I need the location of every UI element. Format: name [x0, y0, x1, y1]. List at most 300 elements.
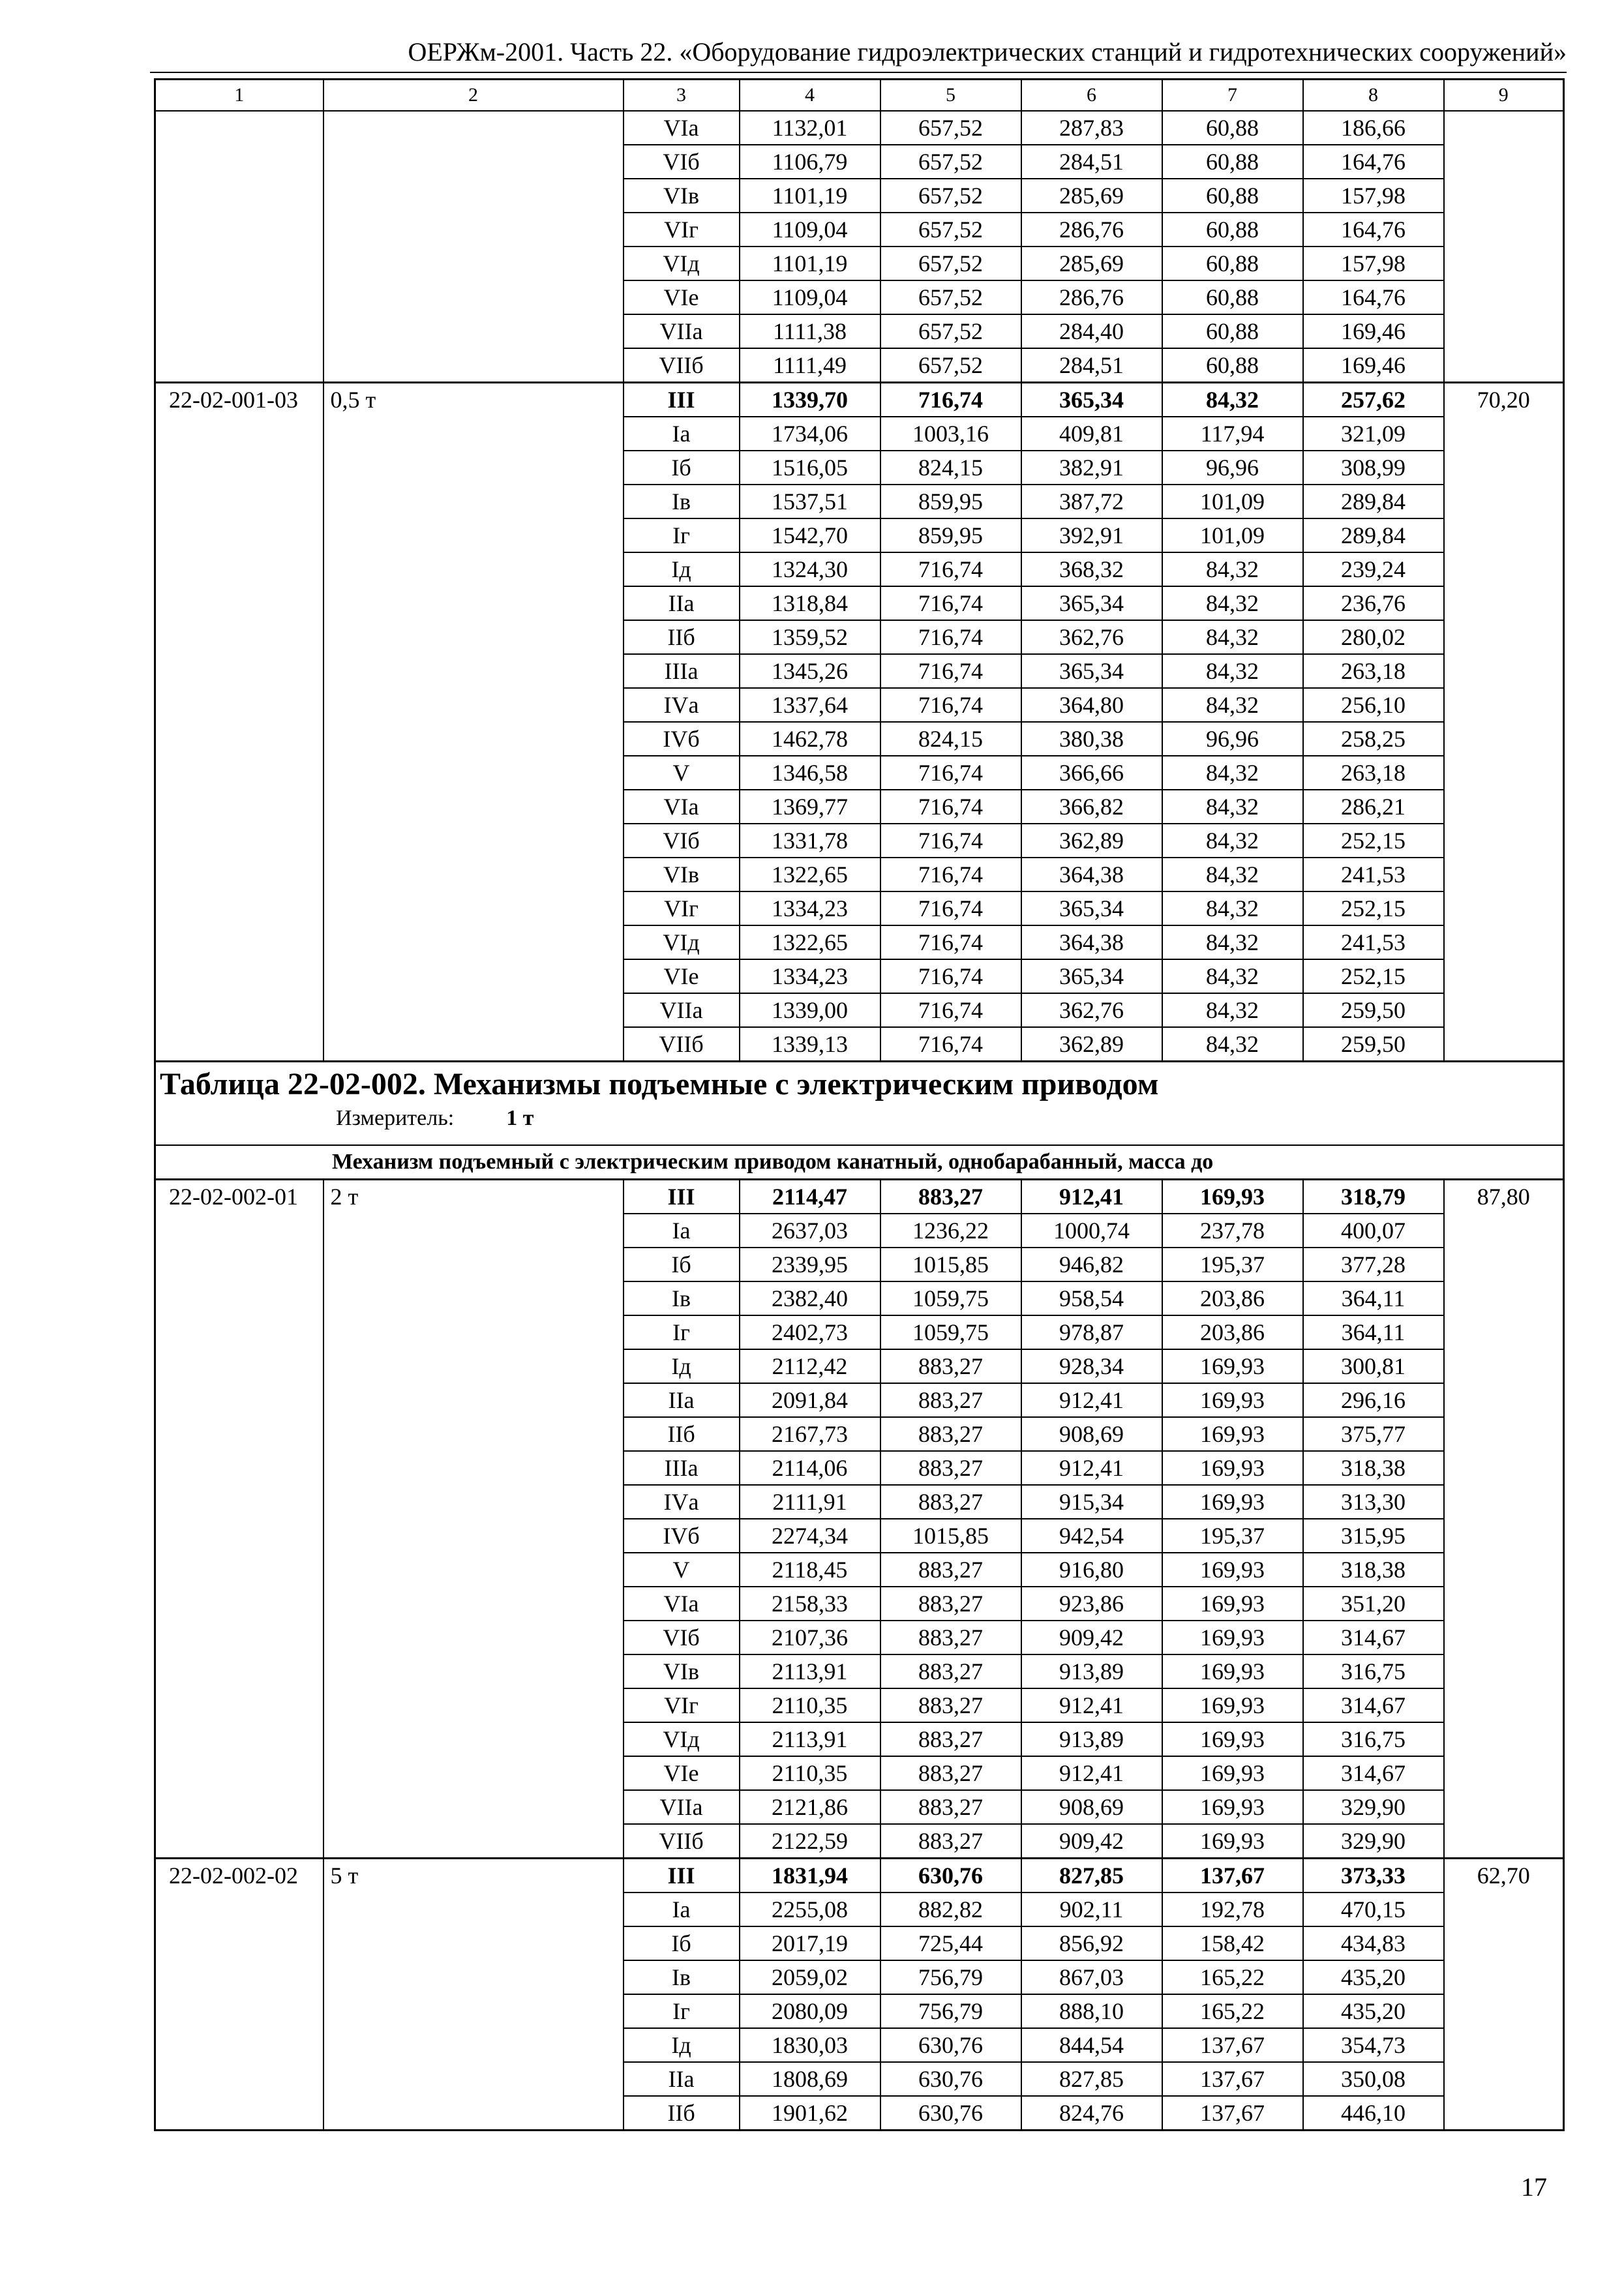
- value-cell: 913,89: [1021, 1722, 1162, 1756]
- value-cell: 923,86: [1021, 1587, 1162, 1621]
- value-cell: 2122,59: [740, 1824, 880, 1859]
- value-cell: 314,67: [1303, 1756, 1444, 1790]
- value-cell: 169,93: [1162, 1756, 1303, 1790]
- section-subtitle: Механизм подъемный с электрическим приводом канатный, однобарабанный, масса до: [155, 1145, 1564, 1180]
- zone-cell: VIа: [624, 111, 740, 145]
- value-cell: 169,93: [1162, 1553, 1303, 1587]
- zone-cell: V: [624, 756, 740, 790]
- zone-cell: Iа: [624, 417, 740, 451]
- value-cell: 239,24: [1303, 552, 1444, 586]
- value-cell: 285,69: [1021, 247, 1162, 280]
- value-cell: 2059,02: [740, 1960, 880, 1994]
- zone-cell: VIIа: [624, 993, 740, 1027]
- value-cell: 316,75: [1303, 1722, 1444, 1756]
- value-cell: 84,32: [1162, 925, 1303, 959]
- value-cell: 883,27: [880, 1654, 1021, 1688]
- value-cell: 657,52: [880, 280, 1021, 314]
- value-cell: 856,92: [1021, 1926, 1162, 1960]
- value-cell: 300,81: [1303, 1349, 1444, 1383]
- value-cell: 169,93: [1162, 1383, 1303, 1417]
- column-number: 3: [624, 80, 740, 112]
- value-cell: 203,86: [1162, 1315, 1303, 1349]
- value-cell: 252,15: [1303, 891, 1444, 925]
- value-cell: 60,88: [1162, 348, 1303, 383]
- value-cell: 165,22: [1162, 1960, 1303, 1994]
- column-number: 4: [740, 80, 880, 112]
- value-cell: 883,27: [880, 1383, 1021, 1417]
- value-cell: 630,76: [880, 2062, 1021, 2096]
- zone-cell: VIIа: [624, 314, 740, 348]
- value-cell: 364,80: [1021, 688, 1162, 722]
- name-cell: [323, 111, 624, 383]
- value-cell: 252,15: [1303, 959, 1444, 993]
- value-cell: 84,32: [1162, 552, 1303, 586]
- value-cell: 287,83: [1021, 111, 1162, 145]
- value-cell: 362,89: [1021, 1027, 1162, 1062]
- value-cell: 883,27: [880, 1756, 1021, 1790]
- value-cell: 630,76: [880, 2028, 1021, 2062]
- value-cell: 1331,78: [740, 824, 880, 858]
- value-cell: 362,89: [1021, 824, 1162, 858]
- value-cell: 368,32: [1021, 552, 1162, 586]
- value-cell: 1339,13: [740, 1027, 880, 1062]
- value-cell: 158,42: [1162, 1926, 1303, 1960]
- zone-cell: IIб: [624, 2096, 740, 2131]
- value-cell: 2113,91: [740, 1654, 880, 1688]
- value-cell: 824,15: [880, 451, 1021, 485]
- value-cell: 318,38: [1303, 1451, 1444, 1485]
- value-cell: 908,69: [1021, 1790, 1162, 1824]
- value-cell: 946,82: [1021, 1248, 1162, 1281]
- value-cell: 329,90: [1303, 1824, 1444, 1859]
- col9-cell: [1444, 111, 1564, 383]
- table-row: [155, 111, 1564, 145]
- zone-cell: Iб: [624, 451, 740, 485]
- value-cell: 1339,70: [740, 383, 880, 417]
- value-cell: 888,10: [1021, 1994, 1162, 2028]
- column-numbers-row: [155, 80, 1564, 112]
- value-cell: 1003,16: [880, 417, 1021, 451]
- code-cell: [155, 111, 323, 383]
- col9-cell: 87,80: [1444, 1180, 1564, 1859]
- value-cell: 84,32: [1162, 586, 1303, 620]
- value-cell: 364,11: [1303, 1281, 1444, 1315]
- value-cell: 313,30: [1303, 1485, 1444, 1519]
- value-cell: 314,67: [1303, 1621, 1444, 1654]
- value-cell: 827,85: [1021, 2062, 1162, 2096]
- value-cell: 84,32: [1162, 824, 1303, 858]
- value-cell: 165,22: [1162, 1994, 1303, 2028]
- zone-cell: V: [624, 1553, 740, 1587]
- zone-cell: VIа: [624, 790, 740, 824]
- value-cell: 256,10: [1303, 688, 1444, 722]
- value-cell: 315,95: [1303, 1519, 1444, 1553]
- value-cell: 883,27: [880, 1790, 1021, 1824]
- value-cell: 2402,73: [740, 1315, 880, 1349]
- value-cell: 60,88: [1162, 247, 1303, 280]
- value-cell: 909,42: [1021, 1621, 1162, 1654]
- value-cell: 169,46: [1303, 348, 1444, 383]
- value-cell: 60,88: [1162, 314, 1303, 348]
- value-cell: 365,34: [1021, 383, 1162, 417]
- value-cell: 883,27: [880, 1824, 1021, 1859]
- value-cell: 289,84: [1303, 518, 1444, 552]
- value-cell: 630,76: [880, 2096, 1021, 2131]
- value-cell: 157,98: [1303, 179, 1444, 213]
- code-cell: 22-02-002-01: [155, 1180, 323, 1859]
- zone-cell: VIIб: [624, 348, 740, 383]
- zone-cell: IVа: [624, 688, 740, 722]
- value-cell: 84,32: [1162, 1027, 1303, 1062]
- value-cell: 169,93: [1162, 1180, 1303, 1214]
- value-cell: 387,72: [1021, 485, 1162, 518]
- zone-cell: Iг: [624, 518, 740, 552]
- section-title: Таблица 22-02-002. Механизмы подъемные с электрическим приводом: [160, 1067, 1159, 1101]
- value-cell: 366,82: [1021, 790, 1162, 824]
- zone-cell: Iв: [624, 485, 740, 518]
- value-cell: 1734,06: [740, 417, 880, 451]
- value-cell: 657,52: [880, 247, 1021, 280]
- zone-cell: VIIб: [624, 1824, 740, 1859]
- value-cell: 377,28: [1303, 1248, 1444, 1281]
- value-cell: 2111,91: [740, 1485, 880, 1519]
- zone-cell: III: [624, 1180, 740, 1214]
- value-cell: 1015,85: [880, 1519, 1021, 1553]
- value-cell: 137,67: [1162, 2028, 1303, 2062]
- value-cell: 1111,38: [740, 314, 880, 348]
- value-cell: 716,74: [880, 654, 1021, 688]
- value-cell: 241,53: [1303, 925, 1444, 959]
- value-cell: 259,50: [1303, 1027, 1444, 1062]
- value-cell: 164,76: [1303, 213, 1444, 247]
- value-cell: 1111,49: [740, 348, 880, 383]
- unit-line: [336, 1103, 1563, 1134]
- value-cell: 1542,70: [740, 518, 880, 552]
- value-cell: 716,74: [880, 552, 1021, 586]
- value-cell: 237,78: [1162, 1214, 1303, 1248]
- value-cell: 1106,79: [740, 145, 880, 179]
- value-cell: 1236,22: [880, 1214, 1021, 1248]
- value-cell: 236,76: [1303, 586, 1444, 620]
- value-cell: 289,84: [1303, 485, 1444, 518]
- zone-cell: Iв: [624, 1281, 740, 1315]
- value-cell: 1059,75: [880, 1281, 1021, 1315]
- value-cell: 1132,01: [740, 111, 880, 145]
- name-cell: 5 т: [323, 1859, 624, 2131]
- value-cell: 1537,51: [740, 485, 880, 518]
- value-cell: 263,18: [1303, 756, 1444, 790]
- value-cell: 716,74: [880, 620, 1021, 654]
- zone-cell: IIа: [624, 2062, 740, 2096]
- value-cell: 2110,35: [740, 1688, 880, 1722]
- value-cell: 657,52: [880, 213, 1021, 247]
- value-cell: 1808,69: [740, 2062, 880, 2096]
- value-cell: 96,96: [1162, 722, 1303, 756]
- value-cell: 380,38: [1021, 722, 1162, 756]
- name-cell: 0,5 т: [323, 383, 624, 1062]
- value-cell: 101,09: [1162, 518, 1303, 552]
- value-cell: 365,34: [1021, 959, 1162, 993]
- value-cell: 657,52: [880, 111, 1021, 145]
- code-cell: 22-02-001-03: [155, 383, 323, 1062]
- value-cell: 2113,91: [740, 1722, 880, 1756]
- value-cell: 2114,06: [740, 1451, 880, 1485]
- value-cell: 241,53: [1303, 858, 1444, 891]
- value-cell: 2112,42: [740, 1349, 880, 1383]
- zone-cell: VIд: [624, 925, 740, 959]
- value-cell: 84,32: [1162, 993, 1303, 1027]
- value-cell: 1101,19: [740, 179, 880, 213]
- value-cell: 883,27: [880, 1451, 1021, 1485]
- value-cell: 1322,65: [740, 925, 880, 959]
- column-number: 8: [1303, 80, 1444, 112]
- value-cell: 60,88: [1162, 111, 1303, 145]
- value-cell: 286,76: [1021, 280, 1162, 314]
- zone-cell: III: [624, 1859, 740, 1893]
- value-cell: 375,77: [1303, 1417, 1444, 1451]
- zone-cell: VIб: [624, 824, 740, 858]
- code-cell: 22-02-002-02: [155, 1859, 323, 2131]
- table-row: [155, 1859, 1564, 1893]
- value-cell: 364,38: [1021, 925, 1162, 959]
- value-cell: 942,54: [1021, 1519, 1162, 1553]
- value-cell: 286,21: [1303, 790, 1444, 824]
- value-cell: 366,66: [1021, 756, 1162, 790]
- zone-cell: VIб: [624, 1621, 740, 1654]
- value-cell: 1318,84: [740, 586, 880, 620]
- value-cell: 716,74: [880, 756, 1021, 790]
- value-cell: 1109,04: [740, 280, 880, 314]
- value-cell: 137,67: [1162, 1859, 1303, 1893]
- name-cell: 2 т: [323, 1180, 624, 1859]
- value-cell: 883,27: [880, 1688, 1021, 1722]
- zone-cell: VIг: [624, 891, 740, 925]
- column-number: 6: [1021, 80, 1162, 112]
- value-cell: 258,25: [1303, 722, 1444, 756]
- running-header: ОЕРЖм-2001. Часть 22. «Оборудование гидроэлектрических станций и гидротехнических сооружений»: [408, 37, 1567, 67]
- value-cell: 318,38: [1303, 1553, 1444, 1587]
- value-cell: 902,11: [1021, 1893, 1162, 1926]
- value-cell: 2118,45: [740, 1553, 880, 1587]
- value-cell: 716,74: [880, 959, 1021, 993]
- value-cell: 909,42: [1021, 1824, 1162, 1859]
- value-cell: 716,74: [880, 824, 1021, 858]
- value-cell: 259,50: [1303, 993, 1444, 1027]
- value-cell: 1345,26: [740, 654, 880, 688]
- value-cell: 716,74: [880, 891, 1021, 925]
- zone-cell: IIб: [624, 1417, 740, 1451]
- value-cell: 192,78: [1162, 1893, 1303, 1926]
- value-cell: 1516,05: [740, 451, 880, 485]
- value-cell: 2110,35: [740, 1756, 880, 1790]
- price-table: [154, 78, 1565, 2131]
- value-cell: 350,08: [1303, 2062, 1444, 2096]
- value-cell: 60,88: [1162, 280, 1303, 314]
- value-cell: 1369,77: [740, 790, 880, 824]
- value-cell: 164,76: [1303, 280, 1444, 314]
- value-cell: 409,81: [1021, 417, 1162, 451]
- value-cell: 285,69: [1021, 179, 1162, 213]
- value-cell: 2091,84: [740, 1383, 880, 1417]
- value-cell: 329,90: [1303, 1790, 1444, 1824]
- zone-cell: IIIа: [624, 654, 740, 688]
- value-cell: 84,32: [1162, 790, 1303, 824]
- value-cell: 308,99: [1303, 451, 1444, 485]
- value-cell: 1015,85: [880, 1248, 1021, 1281]
- value-cell: 169,93: [1162, 1790, 1303, 1824]
- zone-cell: III: [624, 383, 740, 417]
- value-cell: 883,27: [880, 1722, 1021, 1756]
- value-cell: 362,76: [1021, 993, 1162, 1027]
- value-cell: 296,16: [1303, 1383, 1444, 1417]
- value-cell: 263,18: [1303, 654, 1444, 688]
- zone-cell: IVа: [624, 1485, 740, 1519]
- value-cell: 1831,94: [740, 1859, 880, 1893]
- value-cell: 364,11: [1303, 1315, 1444, 1349]
- header-rule: [150, 72, 1567, 73]
- value-cell: 978,87: [1021, 1315, 1162, 1349]
- value-cell: 84,32: [1162, 959, 1303, 993]
- value-cell: 1334,23: [740, 959, 880, 993]
- value-cell: 2637,03: [740, 1214, 880, 1248]
- zone-cell: Iг: [624, 1315, 740, 1349]
- value-cell: 169,93: [1162, 1451, 1303, 1485]
- zone-cell: Iд: [624, 552, 740, 586]
- section-title-row: [155, 1062, 1564, 1146]
- value-cell: 169,46: [1303, 314, 1444, 348]
- zone-cell: Iб: [624, 1926, 740, 1960]
- value-cell: 859,95: [880, 485, 1021, 518]
- value-cell: 2339,95: [740, 1248, 880, 1281]
- zone-cell: Iг: [624, 1994, 740, 2028]
- value-cell: 883,27: [880, 1553, 1021, 1587]
- value-cell: 382,91: [1021, 451, 1162, 485]
- value-cell: 435,20: [1303, 1994, 1444, 2028]
- zone-cell: Iд: [624, 2028, 740, 2062]
- value-cell: 716,74: [880, 1027, 1021, 1062]
- value-cell: 318,79: [1303, 1180, 1444, 1214]
- value-cell: 316,75: [1303, 1654, 1444, 1688]
- value-cell: 195,37: [1162, 1519, 1303, 1553]
- value-cell: 844,54: [1021, 2028, 1162, 2062]
- value-cell: 280,02: [1303, 620, 1444, 654]
- value-cell: 169,93: [1162, 1688, 1303, 1722]
- value-cell: 169,93: [1162, 1654, 1303, 1688]
- table-row: [155, 383, 1564, 417]
- value-cell: 1346,58: [740, 756, 880, 790]
- zone-cell: VIв: [624, 179, 740, 213]
- value-cell: 883,27: [880, 1485, 1021, 1519]
- zone-cell: VIв: [624, 1654, 740, 1688]
- value-cell: 101,09: [1162, 485, 1303, 518]
- value-cell: 284,51: [1021, 145, 1162, 179]
- value-cell: 824,76: [1021, 2096, 1162, 2131]
- value-cell: 756,79: [880, 1960, 1021, 1994]
- value-cell: 365,34: [1021, 654, 1162, 688]
- value-cell: 470,15: [1303, 1893, 1444, 1926]
- value-cell: 84,32: [1162, 756, 1303, 790]
- value-cell: 725,44: [880, 1926, 1021, 1960]
- value-cell: 284,40: [1021, 314, 1162, 348]
- value-cell: 913,89: [1021, 1654, 1162, 1688]
- value-cell: 824,15: [880, 722, 1021, 756]
- value-cell: 915,34: [1021, 1485, 1162, 1519]
- zone-cell: VIа: [624, 1587, 740, 1621]
- value-cell: 252,15: [1303, 824, 1444, 858]
- value-cell: 365,34: [1021, 586, 1162, 620]
- value-cell: 169,93: [1162, 1722, 1303, 1756]
- value-cell: 657,52: [880, 348, 1021, 383]
- value-cell: 1830,03: [740, 2028, 880, 2062]
- page-number: 17: [1521, 2172, 1547, 2202]
- value-cell: 859,95: [880, 518, 1021, 552]
- value-cell: 1339,00: [740, 993, 880, 1027]
- value-cell: 912,41: [1021, 1383, 1162, 1417]
- value-cell: 169,93: [1162, 1485, 1303, 1519]
- value-cell: 1337,64: [740, 688, 880, 722]
- value-cell: 164,76: [1303, 145, 1444, 179]
- value-cell: 1462,78: [740, 722, 880, 756]
- section-subtitle-row: [155, 1145, 1564, 1180]
- value-cell: 117,94: [1162, 417, 1303, 451]
- value-cell: 716,74: [880, 688, 1021, 722]
- column-number: 7: [1162, 80, 1303, 112]
- value-cell: 2167,73: [740, 1417, 880, 1451]
- value-cell: 916,80: [1021, 1553, 1162, 1587]
- section-title-cell: [155, 1062, 1564, 1146]
- zone-cell: IIа: [624, 586, 740, 620]
- value-cell: 169,93: [1162, 1621, 1303, 1654]
- col9-cell: 62,70: [1444, 1859, 1564, 2131]
- zone-cell: VIг: [624, 1688, 740, 1722]
- value-cell: 314,67: [1303, 1688, 1444, 1722]
- value-cell: 958,54: [1021, 1281, 1162, 1315]
- zone-cell: VIг: [624, 213, 740, 247]
- value-cell: 2382,40: [740, 1281, 880, 1315]
- value-cell: 84,32: [1162, 688, 1303, 722]
- value-cell: 1322,65: [740, 858, 880, 891]
- value-cell: 928,34: [1021, 1349, 1162, 1383]
- value-cell: 867,03: [1021, 1960, 1162, 1994]
- value-cell: 912,41: [1021, 1756, 1162, 1790]
- value-cell: 2158,33: [740, 1587, 880, 1621]
- value-cell: 186,66: [1303, 111, 1444, 145]
- value-cell: 392,91: [1021, 518, 1162, 552]
- value-cell: 284,51: [1021, 348, 1162, 383]
- zone-cell: VIв: [624, 858, 740, 891]
- value-cell: 84,32: [1162, 891, 1303, 925]
- value-cell: 716,74: [880, 993, 1021, 1027]
- value-cell: 84,32: [1162, 383, 1303, 417]
- col9-cell: 70,20: [1444, 383, 1564, 1062]
- zone-cell: IIб: [624, 620, 740, 654]
- value-cell: 2080,09: [740, 1994, 880, 2028]
- value-cell: 912,41: [1021, 1451, 1162, 1485]
- value-cell: 716,74: [880, 858, 1021, 891]
- value-cell: 365,34: [1021, 891, 1162, 925]
- column-number: 2: [323, 80, 624, 112]
- value-cell: 446,10: [1303, 2096, 1444, 2131]
- value-cell: 373,33: [1303, 1859, 1444, 1893]
- zone-cell: VIб: [624, 145, 740, 179]
- value-cell: 1324,30: [740, 552, 880, 586]
- zone-cell: Iв: [624, 1960, 740, 1994]
- zone-cell: Iа: [624, 1214, 740, 1248]
- value-cell: 756,79: [880, 1994, 1021, 2028]
- zone-cell: VIе: [624, 280, 740, 314]
- value-cell: 912,41: [1021, 1688, 1162, 1722]
- value-cell: 716,74: [880, 925, 1021, 959]
